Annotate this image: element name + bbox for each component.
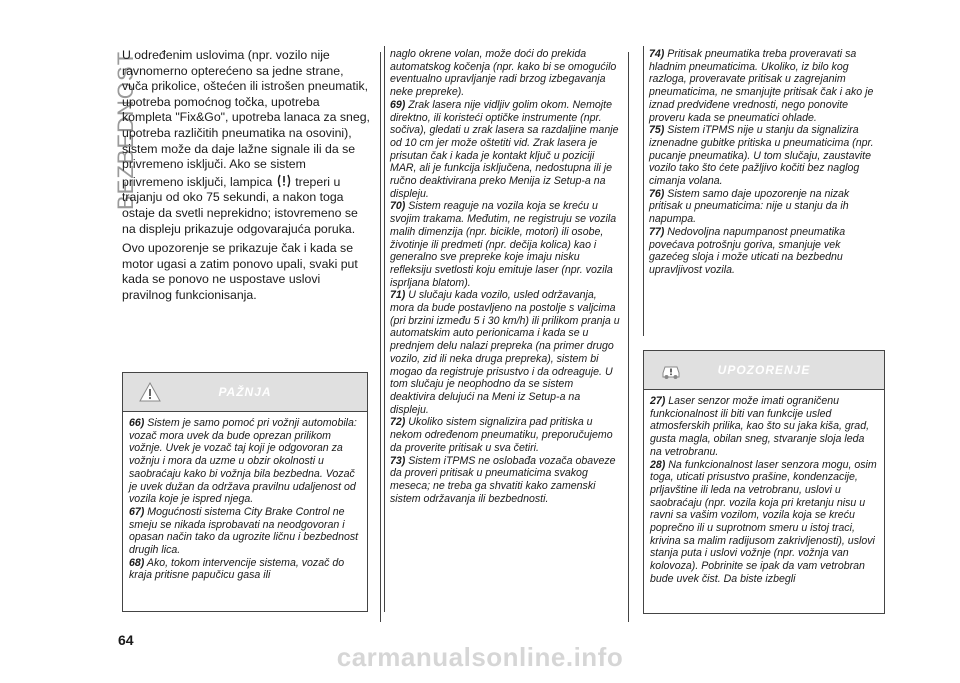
- intro-paragraph: [122, 48, 370, 237]
- attention-continued-right: [649, 48, 877, 277]
- note-number: 72): [390, 416, 406, 429]
- note-item: [390, 455, 620, 506]
- warning-box: [643, 350, 885, 614]
- attention-box: [122, 372, 368, 612]
- note-number: 74): [649, 48, 665, 60]
- note-text: Na funkcionalnost laser senzora mogu, osim toga, uticati prisustvo prašine, kondenzacije, prljavštine ili leda na vetrobranu, uslovi u saobraćaju (npr. vozila koja pri kretanju nisu u ravni sa vašim vozilom, vozila koja se kreću poprečno ili u suprotnom smeru u istoj traci, krivina sa malim radijusom zakrivljenosti), uslovi stanja puta i uslovi vožnje (npr. vožnja van kolovoza). Pobrinite se ipak da vam vetrobran bude uvek čist. Da biste izbegli: [650, 458, 877, 585]
- note-number: 68): [129, 556, 145, 569]
- note-number: 70): [390, 200, 406, 213]
- column-divider: [628, 52, 629, 622]
- note-item: [390, 200, 620, 289]
- note-item: [129, 506, 361, 557]
- section-side-title: [83, 40, 138, 210]
- note-text: Zrak lasera nije vidljiv golim okom. Nemojte direktno, ili koristeći optičke instrumente (npr. sočiva), gledati u zrak lasera sa razdaljine manje od 10 cm jer može oštetiti vid. Zrak lasera je prisutan čak i kada je kontakt ključ u poziciji MAR, ali je funkcija isključena, nedostupna ili je ručno deaktivirana preko Menija iz Setup-a na displeju.: [390, 98, 619, 200]
- attention-continued-column: [390, 48, 620, 505]
- right-box-left-border: [643, 46, 644, 336]
- note-number: 77): [649, 225, 665, 238]
- note-number: 27): [650, 395, 666, 407]
- intro-text-b: treperi u trajanju od oko 75 sekundi, a nakon toga ostaje da svetli neprekidno; istovremeno se na displeju prikazuje odgovarajuća poruka.: [122, 174, 358, 236]
- middle-box-left-border: [384, 46, 385, 612]
- note-text: Sistem reaguje na vozila koja se kreću u svojim trakama. Međutim, ne registruju se vozila malih dimenzija (npr. bicikle, motori) ili osobe, životinje ili predmeti (npr. dečija kolica) kao i generalno sve prepreke koje imaju nisku refleksiju svetlosti koju emituje laser (npr. vozila isprljana blatom).: [390, 200, 617, 289]
- note-item: [649, 48, 877, 124]
- note-text: Nedovoljna napumpanost pneumatika povećava potrošnju goriva, smanjuje vek gazećeg sloja i može uticati na bezbednu upravljivost vozila.: [649, 225, 846, 276]
- note-text: Ukoliko sistem signalizira pad pritiska u nekom određenom pneumatiku, preporučujemo da proverite pritisak u sva četiri.: [390, 416, 613, 454]
- attention-box-title: PAŽNJA: [218, 385, 272, 399]
- note-number: 69): [390, 98, 406, 111]
- note-item: [129, 557, 361, 582]
- note-item: [390, 48, 620, 99]
- note-text: U slučaju kada vozilo, usled održavanja, mora da bude postavljeno na postolje s valjcima (pri brzini između 5 i 30 km/h) ili prilikom pranja u automatskim auto perionicama i kada se u prednjem delu nalazi prepreka (na primer drugo vozilo, zid ili neka druga prepreka), sistem bi mogao da registruje prisustvo i da odreaguje. U tom slučaju je neophodno da se sistem deaktivira delujući na Meni iz Setup-a na displeju.: [390, 289, 620, 416]
- column-divider: [380, 52, 381, 622]
- note-text: Ako, tokom intervencije sistema, vozač do kraja pritisne papučicu gasa ili: [129, 556, 345, 582]
- note-item: [129, 417, 361, 506]
- note-text: Sistem je samo pomoć pri vožnji automobila: vozač mora uvek da bude oprezan prilikom vožnje. Uvek je vozač taj koji je odgovoran za vožnju i mora da uzme u obzir okolnosti u saobraćaju kako bi vožnja bila bezbedna. Vozač je uvek dužan da održava pravilnu udaljenost od vozila koje je ispred njega.: [129, 417, 357, 506]
- note-number: 76): [649, 187, 665, 200]
- note-text: Sistem iTPMS ne oslobađa vozača obaveze da proveri pritisak u pneumaticima svakog meseca; ne treba ga shvatiti kako zamenski sistem održavanja ili bezbednosti.: [390, 454, 616, 505]
- note-number: 67): [129, 505, 145, 518]
- note-number: 66): [129, 417, 145, 429]
- note-text: Sistem samo daje upozorenje na nizak pritisak u pneumaticima: nije u stanju da ih napumpa.: [649, 187, 850, 226]
- warning-box-body: [644, 390, 884, 590]
- note-number: 73): [390, 454, 406, 467]
- note-number: 75): [649, 124, 665, 137]
- note-item: [390, 289, 620, 416]
- watermark: carmanualsonline.info: [336, 642, 624, 672]
- note-text: Sistem iTPMS nije u stanju da signalizira iznenadne gubitke pritiska u pneumaticima (npr. pucanje pneumatika). U tom slučaju, zaustavite vozilo tako što ćete pažljivo kočiti bez naglog cimanja volana.: [649, 124, 874, 188]
- warning-box-header: [644, 351, 884, 390]
- intro-paragraph-2: Ovo upozorenje se prikazuje čak i kada se motor ugasi a zatim ponovo upali, svaki put kada se ponovo ne uspostave uslovi pravilnog funkcionisanja.: [122, 241, 358, 302]
- page-number: 64: [118, 632, 134, 648]
- note-item: [649, 188, 877, 226]
- tpms-warning-light-icon: [276, 173, 292, 189]
- note-item: [390, 416, 620, 454]
- note-number: 28): [650, 458, 666, 471]
- note-item: [650, 459, 878, 586]
- intro-text-a: U određenim uslovima (npr. vozilo nije ravnomerno opterećeno sa jedne strane, vuča prikolice, oštećen ili istrošen pneumatik, upotreba pomoćnog točka, upotreba kompleta "Fix&Go", upotreba lanaca za sneg, upotreba različitih pneumatika na osovini), sistem može da daje lažne signale ili da se privremeno isključi. Ako se sistem privremeno isključi, lampica: [122, 48, 370, 189]
- note-number: 71): [390, 289, 406, 302]
- note-text: Laser senzor može imati ograničenu funkcionalnost ili biti van funkcije usled atmosferskih prilika, kao što su jaka kiša, grad, gusta magla, obilan sneg, stvaranje sloja leda na vetrobranu.: [650, 395, 870, 458]
- intro-column: [122, 48, 370, 308]
- note-item: [649, 226, 877, 277]
- note-item: [649, 124, 877, 188]
- attention-box-body: [123, 412, 367, 586]
- note-item: [390, 99, 620, 201]
- attention-box-header: [123, 373, 367, 412]
- note-text: Mogućnosti sistema City Brake Control ne smeju se nikada isprobavati na neodgovoran i opasan način tako da ugrozite ličnu i bezbednost drugih lica.: [129, 505, 359, 557]
- note-item: [650, 395, 878, 459]
- note-text: Pritisak pneumatika treba proveravati sa hladnim pneumaticima. Ukoliko, iz bilo kog razloga, proveravate pritisak u zagrejanim pneumaticima, ne smanjujte pritisak čak i ako je iznad predviđene vrednosti, nego ponovite proveru kada se pneumatici ohlade.: [649, 48, 874, 124]
- section-title-text: BEZBEDNOST: [113, 50, 138, 210]
- warning-box-title: UPOZORENJE: [717, 363, 811, 377]
- note-text: naglo okrene volan, može doći do prekida automatskog kočenja (npr. kako bi se omogućilo eventualno upravljanje radi brzog izbegavanja neke prepreke).: [390, 48, 617, 99]
